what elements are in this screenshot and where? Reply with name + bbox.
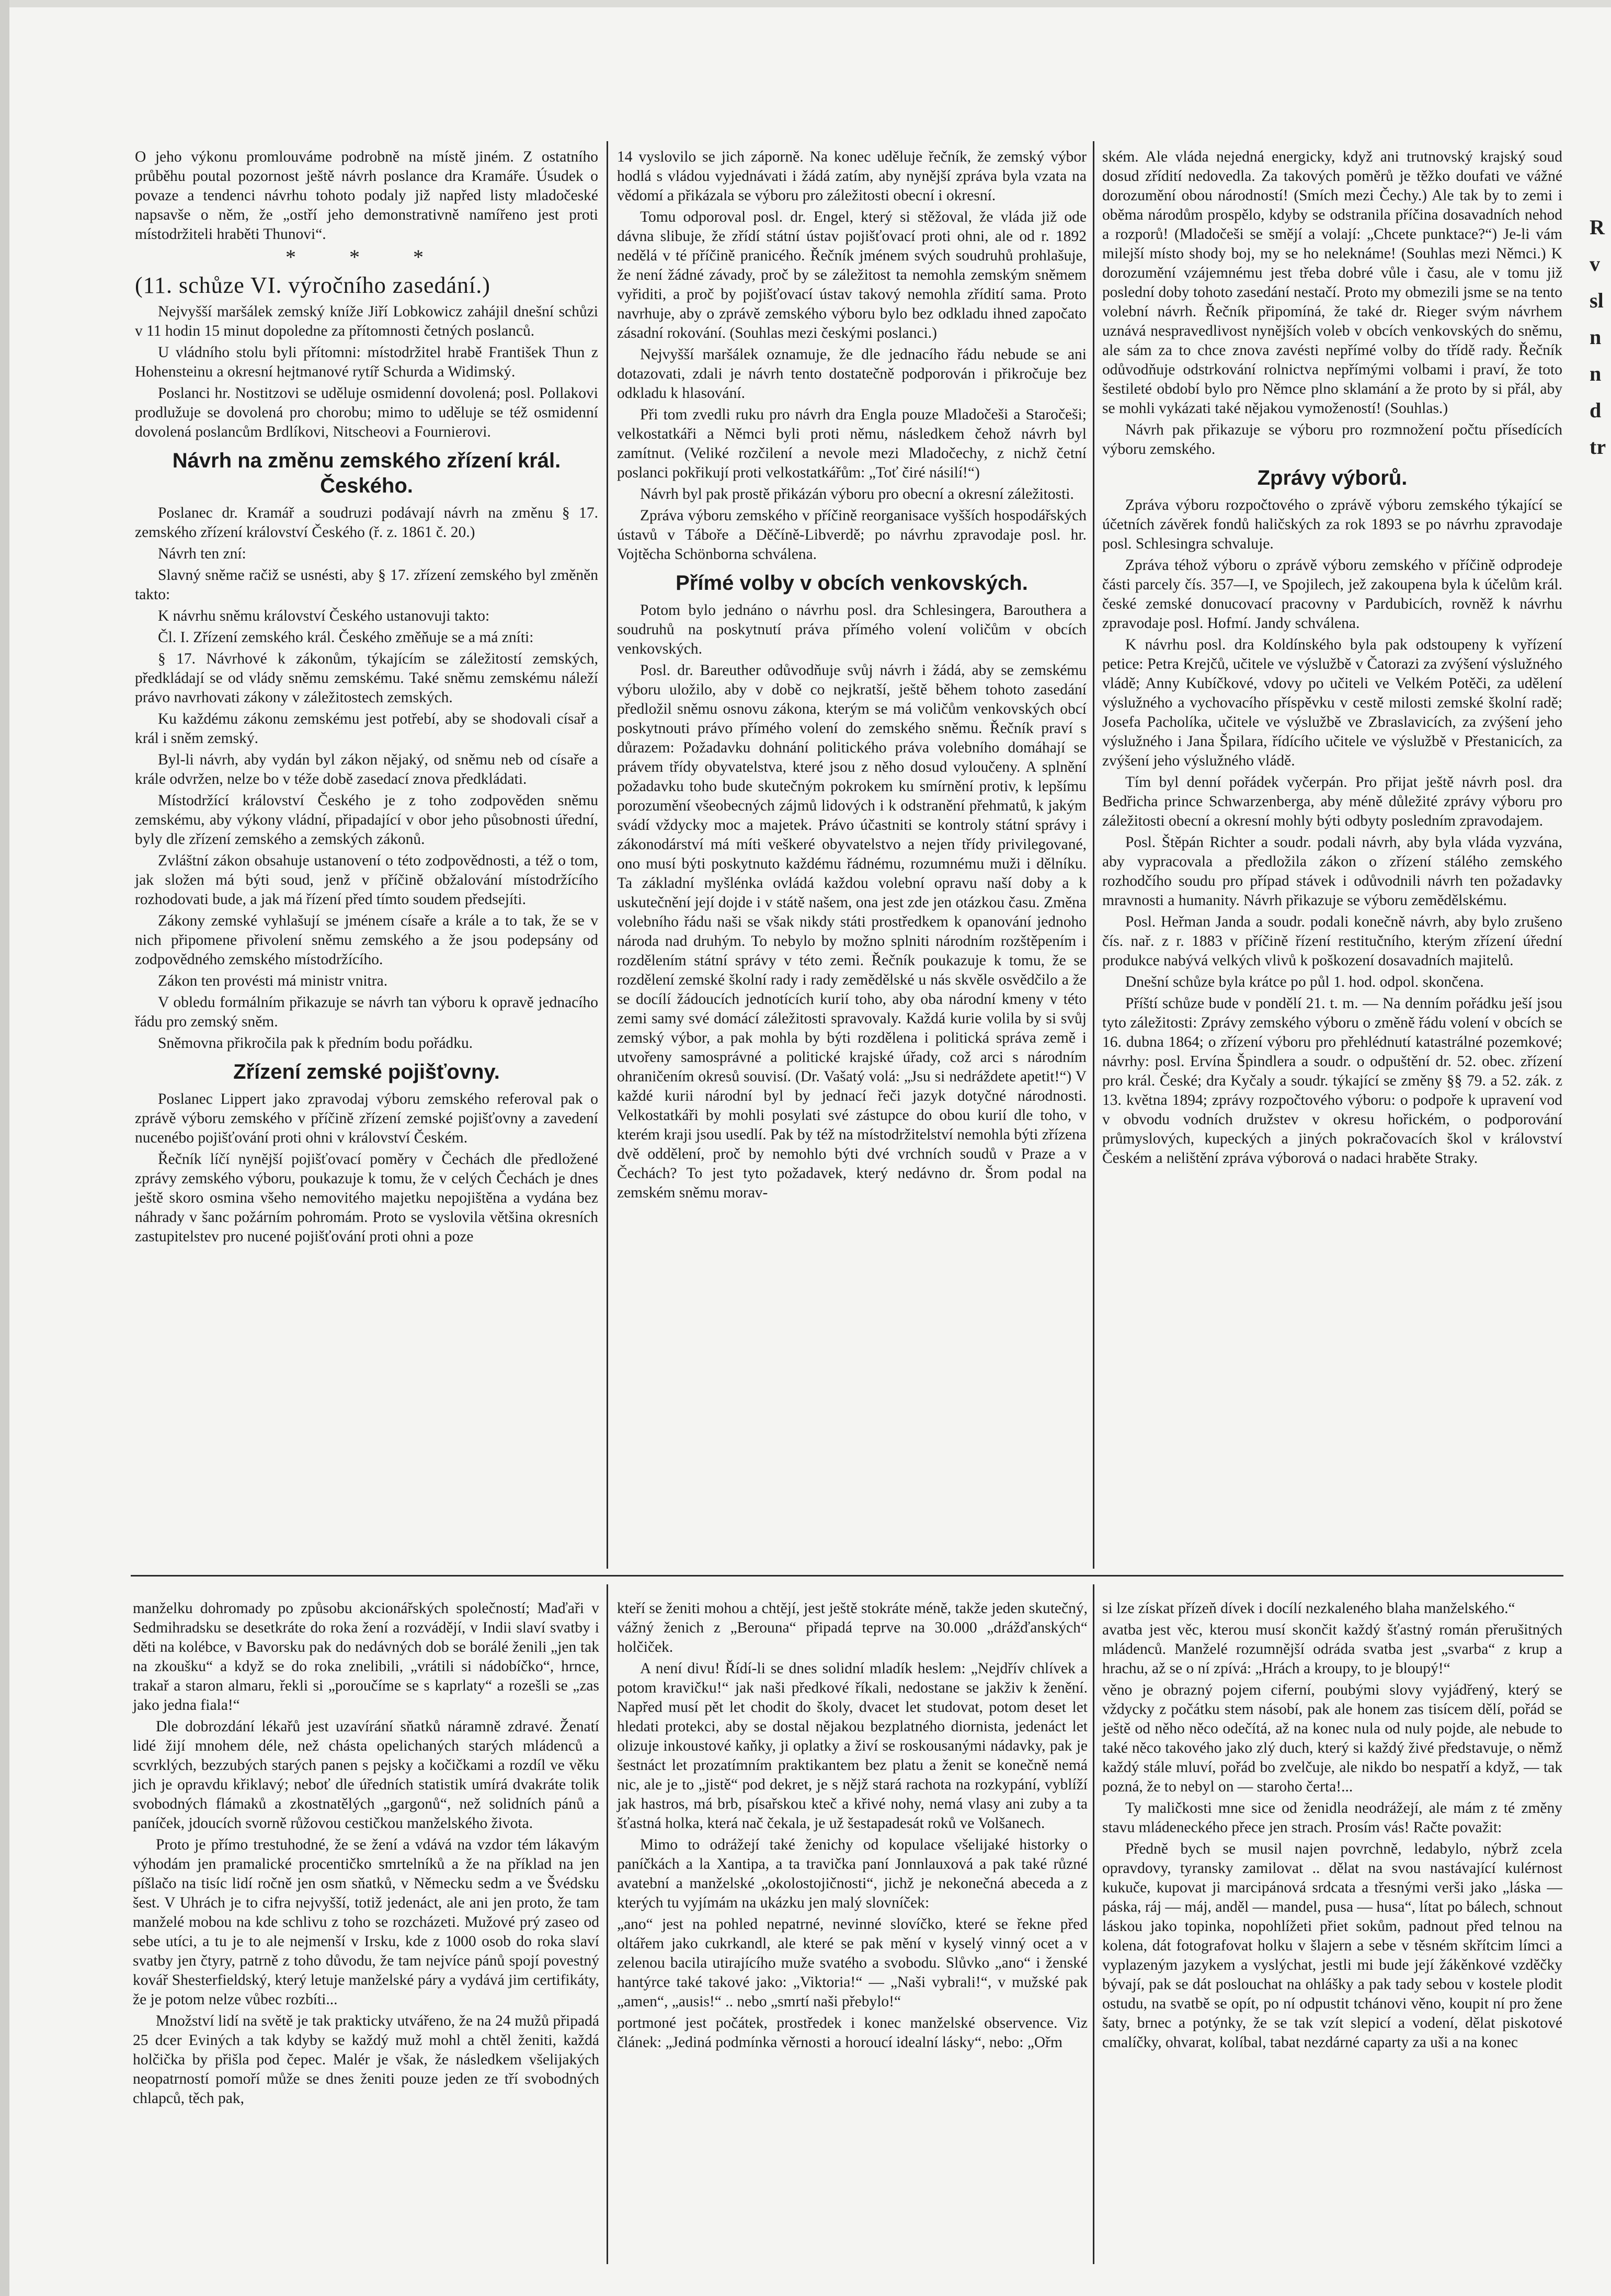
fragment-letter: sl (1590, 289, 1604, 312)
page-top-edge (0, 0, 1611, 7)
paragraph: Potom bylo jednáno o návrhu posl. dra Schlesingera, Barouthera a soudruhů na poskytnutí práva přímého volení voličům v obcích venkovských. (617, 602, 1087, 657)
paragraph: Tím byl denní pořádek vyčerpán. Pro přijat ještě návrh posl. dra Bedřicha prince Schwarzenberga, aby méně důležité zprávy výboru pro záležitosti obecní a okresní mohly býti odbyty posledním zpravodajem. (1102, 774, 1562, 829)
feuilleton-paragraph: věno je obrazný pojem ciferní, poubými slovy vyjádřený, který se vždycky z počátku stem násobí, pak ale honem zas tisícem dělí, pořád se ještě od něho něco odečítá, až na konec nula od nuly pojde, ale nebude to také něco takového jako zlý duch, který si každý živé představuje, o němž každý stále mluví, pořád bo zvelčuje, ale nikdo bo nespatří a když, — tak pozná, že to nebyl on — staroho čerta!... (1102, 1682, 1562, 1795)
section-heading: Přímé volby v obcích venkovských. (676, 572, 1028, 595)
paragraph: Místodržící království Českého je z toho zodpověden sněmu zemskému, aby výkony vládní, připadající v obor jeho působnosti úřední, byly dle zřízení zemského a zemských zákonů. (135, 792, 598, 848)
paragraph: Poslanec Lippert jako zpravodaj výboru zemského referoval pak o zprávě výboru zemského v příčině zřízení zemské pojišťovny a zavedení nucenébo pojišťování proti ohni v království Českém. (135, 1091, 598, 1146)
feuilleton-paragraph: si lze získat přízeň dívek i docílí nezkaleného blaha manželského.“ (1102, 1600, 1515, 1617)
paragraph: Ku každému zákonu zemskému jest potřebí, aby se shodovali císař a král i sněm zemský. (135, 711, 598, 747)
feuilleton-paragraph: A není divu! Řídí-li se dnes solidní mladík heslem: „Nejdřív chlívek a potom kravičku!“ jak naši předkové říkali, nedostane se jakživ k ženění. Napřed musí pět let chodit do školy, dvacet let studovat, potom deset let hledati protekci, aby se dostal nějakou bezplatného diornista, jedenáct let olizuje inkoustové kaňky, ji oplatky a živí se roskousanými nádavky, pak je šestnáct let prozatímním praktikantem bez platu a ženit se konečně nemá nic, ale je to „jistě“ pod dekret, je s nějž stará rachota na rozkypání, vyblíží jak hastros, má brb, písařskou kteč a křivé nohy, nemá vlasy ani zuby a ta šťastná holka, která nač čekala, je už šestapadesát roků ve Volšanech. (617, 1660, 1088, 1832)
fragment-letter: v (1590, 252, 1600, 276)
paragraph: Slavný sněme račiž se usnésti, aby § 17. zřízení zemského byl změněn takto: (135, 567, 598, 603)
paragraph: § 17. Návrhové k zákonům, týkajícím se záležitostí zemských, předkládají se od vlády sněmu zemskému. Také sněmu zemskému náleží právo navrhovati zákony v záležitostech zemských. (135, 650, 598, 706)
paragraph: U vládního stolu byli přítomni: místodržitel hrabě František Thun z Hohensteinu a okresní hejtmanové rytíř Schurda a Widimský. (135, 344, 598, 380)
feuilleton-column-3 (1102, 1599, 1562, 2054)
paragraph: Příští schůze bude v pondělí 21. t. m. — Na denním pořádku ješí jsou tyto záležitosti: Zprávy zemského výboru o změně řádu volení v obcích se 16. dubna 1864; o zřízení výboru pro přehlédnutí katastrálné pozemkové; návrhy: posl. Ervína Špindlera a soudr. o odpuštění dr. 52. obec. zřízení pro král. České; dra Kyčaly a soudr. týkající se změny §§ 79. a 52. zák. z 13. května 1894; zprávy rozpočtového výboru: o podpoře k upravení vod v obvodu vodních družstev v okresu hořickém, o podporování průmyslových, kupeckých a jiných pokračovacích škol v království Českém a nelištění zpráva výborová o nadaci hraběte Straky. (1102, 995, 1562, 1167)
paragraph: Řečník líčí nynější pojišťovací poměry v Čechách dle předložené zprávy zemského výboru, poukazuje k tomu, že v celých Čechách je dnes ještě skoro osmina všeho nemovitého majetku nepojištěna a vydána bez náhrady v šanc požárním pohromám. Proto se vyslovila většina okresních zastupitelstev pro nucené pojišťování proti ohni a poze (135, 1151, 598, 1245)
paragraph: Dnešní schůze byla krátce po půl 1. hod. odpol. skončena. (1125, 974, 1484, 990)
feuilleton-paragraph: Mimo to odrážejí také ženichy od kopulace všelijaké historky o paníčkách a la Xantipa, a ta travička paní Jonnlauxová a pak také různé avatební a manželské „okolostojičnosti“, jichž je nekonečná abeceda a z kterých tu vyjímám na ukázku jen malý slovníček: (617, 1836, 1088, 1911)
paragraph: Nejvyšší maršálek zemský kníže Jiří Lobkowicz zahájil dnešní schůzi v 11 hodin 15 minut dopoledne za přítomnosti četných poslanců. (135, 303, 598, 339)
fragment-letter: d (1590, 398, 1602, 422)
feuilleton-divider (131, 1575, 1563, 1577)
article-column-2 (617, 147, 1087, 1205)
paragraph: Zvláštní zákon obsahuje ustanovení o této zodpovědnosti, a též o tom, jak složen má býti soud, jenž v příčině obžalování místodržícího rozhodovati bude, a jak má řízení před tímto soudem předsejíti. (135, 852, 598, 908)
paragraph: Návrh byl pak prostě přikázán výboru pro obecní a okresní záležitosti. (640, 486, 1074, 502)
fragment-letter: tr (1590, 435, 1606, 459)
section-heading: Návrh na změnu zemského zřízení král. Českého. (172, 449, 561, 497)
paragraph: ském. Ale vláda nejedná energicky, když ani trutnovský krajský soud dosud zřídití nedovedla. Za takových poměrů je těžko doufati ve vážné dorozumění obou národností! (Smích mezi Čechy.) Ale tak by to zemi i oběma národům prospělo, kdyby se odstranila příčina dosavadních nehod a rozporů! (Mladočeši se smějí a volají: „Chcete punktace?“) Je-li vám milejší místo shody boj, my se ho neleknáme! (Souhlas mezi Němci.) K dorozumění vzájemnému jest třeba dobré vůle i času, ale v tomu již poslední doby tohoto zasedání nestačí. Proto my obmezili jsme se na tento volební návrh. Řečník připomíná, že také dr. Rieger svým návrhem uznává nespravedlivost nynějších voleb v obcích venkovských do sněmu, ale sám za to chce znova zavésti nepřímé volby do třídě rady. Řečník odůvodňuje odstrkování rolnictva nepřímými volbami i praví, že toto šestileté období bylo pro Němce plno sklamání a že proto by si přál, aby se mohli vykázati také nějakou vymožeností! (Souhlas.) (1102, 149, 1562, 417)
feuilleton-paragraph: Předně bych se musil najen povrchně, ledabylo, nýbrž zcela opravdovy, tyransky zamilovat .. dělat na svou nastávající kulérnost kukuče, kupovat ji marcipánová srdcata a třesnými verši jako „láska — páska, ráj — máj, anděl — mandel, pusa — husa“, lítat po bálech, schnout láskou jako topinka, nopohlížeti přiet sokům, padnout před telnou na kolena, dát fotografovat holku v šlajern a sebe v těsném skřítcim límci a vyplazeným jazykem a vyslýchat, jestli mi bude její žákěnkové vzděčky bývají, pak se dát poslouchat na ohlášky a pak tady sebou v kostele plodit ostudu, na svatbě se opít, po ní odpustit tchánovi věno, koupit ní pro žene šaty, brnec a potýnky, že se tak vzít slepicí a vodení, dělat piskotové cmalíčky, ohvarat, kolíbal, tabat nezdárné caparty za uši a na konec (1102, 1841, 1562, 2051)
feuilleton-paragraph: portmoné jest počátek, prostředek i konec manželské observence. Viz článek: „Jediná podmínka věrnosti a horoucí idealní lásky“, nebo: „Ořm (617, 2015, 1088, 2051)
paragraph: Zákony zemské vyhlašují se jménem císaře a krále a to tak, že se v nich připomene přivolení sněmu zemského a že jsou podepsány od zodpovědného zemského místodržícího. (135, 912, 598, 968)
feuilleton-paragraph: „ano“ jest na pohled nepatrné, nevinné slovíčko, které se řekne před oltářem jako cukrkandl, ale které se pak mění v kyselý vinný ocet a v zelenou bacila utirajícího muže svatého a svobodu. Slůvko „ano“ i ženské hantýrce také takové jako: „Viktoria!“ — „Naši vybrali!“, v mužské pak „amen“, „ausis!“ .. nebo „smrtí naši přebylo!“ (617, 1916, 1088, 2010)
section-stars: * * * (285, 245, 448, 269)
feuilleton-paragraph: Ty maličkosti mne sice od ženidla neodrážejí, ale mám z té změny stavu mládeneckého přece jen strach. Prosím vás! Račte považit: (1102, 1800, 1562, 1836)
column-rule (1093, 141, 1094, 1569)
feuilleton-paragraph: kteří se ženiti mohou a chtějí, jest ještě stokráte méně, takže jeden skutečný, vážný ženich z „Berouna“ připadá teprve na 30.000 „drážďanských“ holčiček. (617, 1600, 1088, 1655)
paragraph: Nejvyšší maršálek oznamuje, že dle jednacího řádu nebude se ani dotazovati, zdali je návrh tento dostatečně podporován i přikročuje bez odkladu k hlasování. (617, 346, 1087, 402)
paragraph: Zpráva téhož výboru o zprávě výboru zemského v příčině odprodeje části parcely čís. 357—I, ve Spojilech, jež zakoupena byla k účelům král. české zemské donucovací pracovny v Pardubicích, rovněž k návrhu zpravodaje posl. Hofmí. Jandy schválena. (1102, 557, 1562, 632)
feuilleton-paragraph: Dle dobrozdání lékařů jest uzavírání sňatků náramně zdravé. Ženatí lidé žijí mnohem déle, než chásta opelichaných starých mládenců a scvrklých, bezzubých starých panen s pejsky a kočičkami a rozdíl ve věku jich je opravdu křiklavý; neboť dle úředních statistik umírá dvakráte tolik svobodných flámaků a zkostnatělých „gargonů“, než solidních pánů a paníček, jdoucích svorně růžovou cestičkou manželského života. (133, 1718, 599, 1832)
paragraph: Zpráva výboru rozpočtového o zprávě výboru zemského týkající se účetních závěrek fondů haličských za rok 1893 se po návrhu zpravodaje posl. Schlesingra schvaluje. (1102, 497, 1562, 552)
paragraph: Zpráva výboru zemského v příčině reorganisace vyšších hospodářských ústavů v Táboře a Děčíně-Libverdě; po návrhu zpravodaje posl. hr. Vojtěcha Schönborna schválena. (617, 507, 1087, 563)
fragment-letter: n (1590, 325, 1602, 349)
paragraph: K návrhu posl. dra Koldínského byla pak odstoupeny k vyřízení petice: Petra Krejčů, učitele ve výslužbě v Čatorazi za zvýšení výslužného vládě; Anny Kubíčkové, vdovy po učiteli ve Velkém Potěči, za udělení výslužného a vychovacího příspěvku v cestě milosti zemské školní radě; Josefa Pacholíka, učitele ve výslužbě ve Zbraslavicích, za zvýšení jeho výslužného i Jana Špilara, řídícího učitele ve výslužbě v Přestanicích, za zvýšení jeho výslužného vládě. (1102, 636, 1562, 769)
column-rule (1093, 1584, 1094, 2264)
column-rule (607, 141, 608, 1569)
feuilleton-paragraph: manželku dohromady po způsobu akcionářských společností; Maďaři v Sedmihradsku se desetkráte do roka žení a rozvádějí, v Indii slaví svatby i děti na kolébce, v Bavorsku pak do nedávných dob se borálé ženili „jen tak na zkoušku“ a když se do roka znelibili, „vrátili si nádobíčko“, hrnce, trakař a staron almaru, řekli si „poroučíme se s kaprlaty“ a rozešli se „zas jako jedna fiala!“ (133, 1600, 599, 1714)
fragment-letter: R (1590, 215, 1605, 239)
feuilleton-paragraph: Množství lidí na světě je tak prakticky utvářeno, že na 24 mužů připadá 25 dcer Eviných a tak kdyby se každý muž mohl a chtěl ženiti, každá holčička by přišla pod čepec. Malér je však, že následkem všelijakých neopatrností pomoří může se dnes ženiti pouze jeden ze tří svobodných chlapců, těch pak, (133, 2013, 599, 2107)
paragraph: K návrhu sněmu království Českého ustanovuji takto: (158, 608, 490, 624)
feuilleton-column-1 (133, 1599, 599, 2110)
intro-paragraph: O jeho výkonu promlouváme podrobně na místě jiném. Z ostatního průběhu poutal pozornost ještě návrh poslance dra Kramáře. Úsudek o povaze a tendenci návrhu tohoto podaly již napřed listy mladočeské napsavše o něm, že „ostří jeho demonstrativně namířeno jest proti místodržiteli hraběti Thunovi“. (135, 149, 598, 243)
paragraph: Čl. I. Zřízení zemského král. Českého změňuje se a má zníti: (158, 629, 534, 646)
paragraph: Návrh ten zní: (158, 545, 246, 562)
section-heading: Zprávy výborů. (1257, 466, 1408, 489)
paragraph: Návrh pak přikazuje se výboru pro rozmnožení počtu přísedících výboru zemského. (1102, 421, 1562, 458)
paragraph: Posl. dr. Bareuther odůvodňuje svůj návrh i žádá, aby se zemskému výboru uložilo, aby v době co nejkratší, ještě během tohoto zasedání předložil sněmu osnovu zákona, kterým se má voličům venkovských obcí poskytnouti právo přímého volení do zemského sněmu. Řečník praví s důrazem: Požadavku dohnání politického práva volebního domáhají se právem třídy obyvatelstva, které jsou z něho dosud vyloučeny. A splnění požadavku toho bude skutečným pokrokem ku smírnění protiv, k lepšímu porozumění všeobecných zájmů lidových i k odstranění přehmatů, k jakým svádí vždycky moc a majetek. Právo účastniti se kontroly státní správy i zákonodárství má míti veškeré obyvatelstvo a nejen třídy privilegované, ono musí býti poskytnuto každému řádnému, rozumnému muži i dělníku. Ta základní myšlénka ovládá každou volební opravu naší doby a k uskutečnění její dojde i v státě našem, ona jest zde jen otázkou času. Změna volebního řádu naši se však nikdy státi prostředkem k opanování jednoho národa nad druhým. To nebylo by možno splniti národním rozštěpením i rozdělením státní správy v této zemi. Řečník poukazuje k tomu, že se rozdělení zemské školní rady i rady zemědělské u nás skvěle osvědčilo a že se docílí žádoucích jednotících kurií toho, aby oba národní kmeny v této zemi samy své domácí záležitosti spravovaly. Každá kurie volila by si svůj zemský výbor, a pak mohla by býti rozdělena i politická správa země i utvořeny samosprávné a politické krajské úřady, což arci s národním ohraničením okresů souvisí. (Dr. Vašatý volá: „Jsu si nedráždete apetit!“) V každé kurii národní byl by jednací řeči jazyk dotyčné národnosti. Velkostatkáři by mohli posylati své zástupce do obou kurií dle toho, v kterém kraji jsou usedlí. Pak by též na místodržitelství nemohla býti zřízena dvě oddělení, proč by nemohlo býti dvé vrchních soudů v Praze a v Čechách? To jest tyto požadavek, který nedávno dr. Šrom podal na zemském sněmu morav- (617, 662, 1087, 1201)
paragraph: Poslanec dr. Kramář a soudruzi podávají návrh na změnu § 17. zemského zřízení království Českého (ř. z. 1861 č. 20.) (135, 505, 598, 541)
paragraph: Poslanci hr. Nostitzovi se uděluje osmidenní dovolená; posl. Pollakovi prodlužuje se dovolená pro chorobu; mimo to uděluje se též osmidenní dovolená poslancům Brdlíkovi, Nitscheovi a Fournierovi. (135, 385, 598, 440)
paragraph: Při tom zvedli ruku pro návrh dra Engla pouze Mladočeši a Staročeši; velkostatkáři a Němci byli proti němu, následkem čehož návrh byl zamítnut. (Veliké rozčilení a nevole mezi Mladočechy, z nichž četní poslanci pokřikují proti velkostatkářům: „Toť čiré násilí!“) (617, 406, 1087, 481)
paragraph: 14 vyslovilo se jich záporně. Na konec uděluje řečník, že zemský výbor hodlá s vládou vyjednávati i žádá zatím, aby nynější zpráva byla vzata na vědomí a přikázala se výboru pro záležitosti obecní i okresní. (617, 149, 1087, 204)
neighbour-page-fragment (1590, 209, 1611, 993)
feuilleton-paragraph: avatba jest věc, kterou musí skončit každý šťastný román přerušitných mládenců. Manželé rozumnější odráda svatba jest „svarba“ z krup a hrachu, až se o ní zpívá: „Hrách a kroupy, to je bloupý!“ (1102, 1621, 1562, 1677)
paragraph: Posl. Heřman Janda a soudr. podali konečně návrh, aby bylo zrušeno čís. nař. z r. 1883 v příčině řízení restitučního, kterým zřízení úřední produkce nabývá velkých vlivů k poškození dosavadních majitelů. (1102, 913, 1562, 969)
session-heading: (11. schůze VI. výročního zasedání.) (135, 272, 490, 298)
paragraph: Byl-li návrh, aby vydán byl zákon nějaký, od sněmu neb od císaře a krále odvržen, nelze bo v téže době zasedací znova předkládati. (135, 751, 598, 787)
feuilleton-paragraph: Proto je přímo trestuhodné, že se žení a vdává na vzdor tém lákavým výhodám jen pramalické procentičko smrtelníků a že na příklad na jen píšlačo na tisíc lidí ročně jen osm sňatků, v Německu sedm a ve Švédsku šest. V Uhrách je to cifra nejvyšší, totiž jedenáct, ale ani jen proto, že tam manželé mobou na kde schlivu z toho se rozcházeti. Mužové prý zaseo od sebe utíci, a tu je to ale nejmenší v Irsku, kde z 1000 osob do roka slaví svatby jen čtyry, patrně z toho důvodu, že tam nejvíce pánů spojí povestný kovář Shesterfieldský, který letuje manželské páry a vydává jim certifikáty, že je potom nelze vůbec rozbíti... (133, 1836, 599, 2008)
paragraph: V obledu formálním přikazuje se návrh tan výboru k opravě jednacího řádu pro zemský sněm. (135, 994, 598, 1030)
section-heading: Zřízení zemské pojišťovny. (233, 1060, 500, 1083)
fragment-letter: n (1590, 362, 1602, 385)
paragraph: Zákon ten provésti má ministr vnitra. (158, 973, 388, 989)
article-column-1 (135, 147, 598, 1249)
paragraph: Tomu odporoval posl. dr. Engel, který si stěžoval, že vláda již ode dávna slibuje, že zřídí státní ústav pojišťovací proti ohni, ale od r. 1892 nedělá v té příčině pranicého. Řečník jménem svých soudruhů prohlašuje, že není žádné závady, proč by se záležitost ta nemohla zemským sněmem vyřiditi, a proč by pojišťovací ústav takový nemohla zřídití sama. Proto navrhuje, aby o zprávě zemského výboru bylo bez odkladu ihned započato zásadní rokování. (Souhlas mezi českými poslanci.) (617, 209, 1087, 341)
paragraph: Sněmovna přikročila pak k předním bodu pořádku. (158, 1035, 473, 1052)
paragraph: Posl. Štěpán Richter a soudr. podali návrh, aby byla vláda vyzvána, aby vypracovala a předložila zákon o zřízení stálého zemského rozhodčího soudu pro případ stávek i odůvodnili návrh ten požadavky mravnosti a humanity. Návrh přikazuje se výboru zemědělskému. (1102, 834, 1562, 909)
article-column-3 (1102, 147, 1562, 1170)
column-rule (607, 1584, 608, 2264)
page-left-edge (0, 0, 9, 2296)
feuilleton-column-2 (617, 1599, 1088, 2054)
